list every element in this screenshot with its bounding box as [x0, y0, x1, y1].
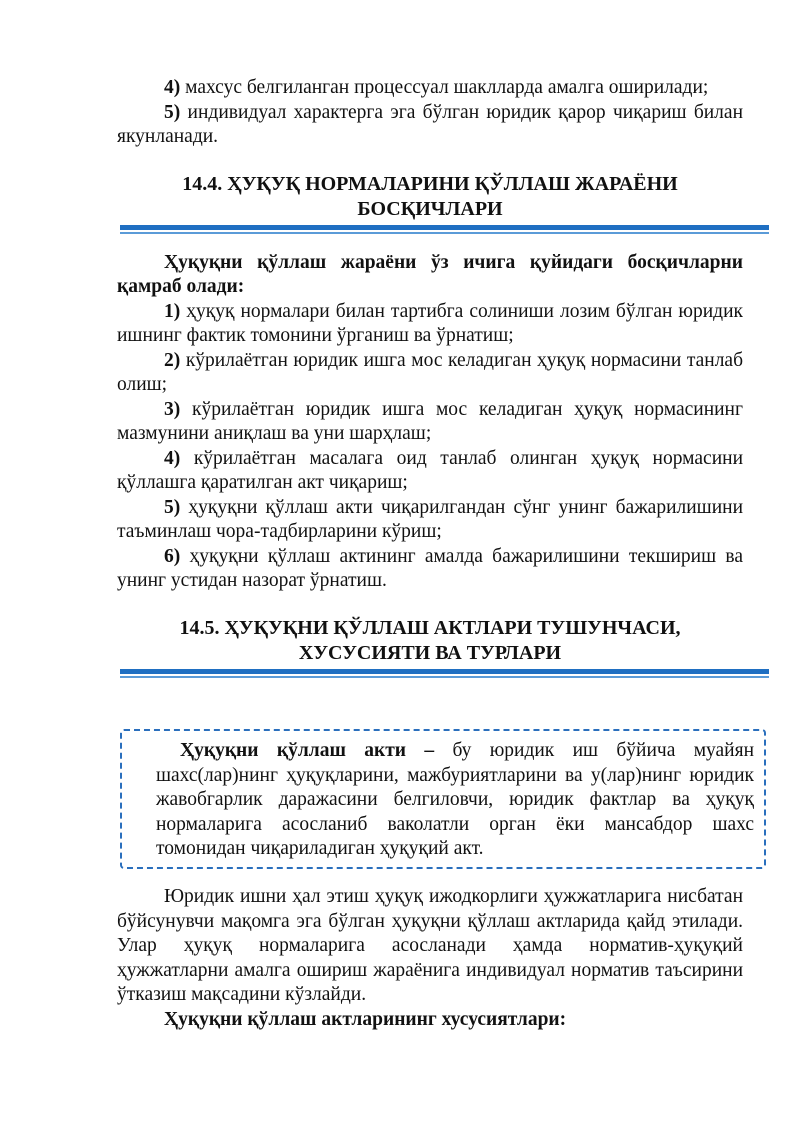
list-item	[117, 447, 743, 496]
definition-text	[156, 739, 754, 862]
definition-term: Ҳуқуқни қўллаш акти	[180, 740, 407, 761]
section-divider	[120, 225, 769, 234]
heading-line: БОСҚИЧЛАРИ	[357, 197, 503, 220]
item-number: 4)	[164, 447, 181, 469]
item-text: индивидуал характерга эга бўлган юридик қарор чиқариш билан якунланади.	[117, 101, 744, 147]
list-item	[117, 101, 743, 150]
item-number: 3)	[164, 398, 181, 420]
item-text: кўрилаётган юридик ишга мос келадиган ҳуқуқ нормасининг мазмунини аниқлаш ва уни шарҳлаш;	[117, 398, 743, 444]
item-text: махсус белгиланган процессуал шаклларда амалга оширилади;	[185, 77, 709, 98]
list-item	[117, 300, 743, 349]
list-item	[117, 349, 743, 398]
features-heading-text: Ҳуқуқни қўллаш актларининг хусусиятлари:	[164, 1008, 567, 1030]
section-intro	[117, 251, 743, 300]
item-text: ҳуқуқни қўллаш акти чиқарилгандан сўнг унинг бажарилишини таъминлаш чора-тадбирларини кўриш;	[117, 496, 743, 542]
item-number: 5)	[164, 101, 181, 123]
definition-dash: –	[424, 740, 435, 761]
list-item	[117, 496, 743, 545]
list-item	[117, 76, 743, 101]
item-text: ҳуқуқни қўллаш актининг амалда бажарилишини текшириш ва унинг устидан назорат ўрнатиш.	[117, 545, 744, 591]
page-content	[117, 72, 743, 678]
heading-line: ХУСУСИЯТИ ВА ТУРЛАРИ	[298, 641, 562, 664]
item-number: 2)	[164, 349, 181, 371]
list-item	[117, 545, 743, 594]
heading-line: 14.5. ҲУҚУҚНИ ҚЎЛЛАШ АКТЛАРИ ТУШУНЧАСИ,	[179, 616, 681, 639]
intro-text: Ҳуқуқни қўллаш жараёни ўз ичига қуйидаги босқичларни қамраб олади:	[117, 251, 743, 297]
features-heading	[117, 1008, 743, 1033]
item-number: 6)	[164, 545, 181, 567]
definition-box	[120, 729, 766, 869]
section-divider	[120, 669, 769, 678]
item-text: кўрилаётган юридик ишга мос келадиган ҳуқуқ нормасини танлаб олиш;	[117, 349, 743, 395]
item-text: кўрилаётган масалага оид танлаб олинган ҳуқуқ нормасини қўллашга қаратилган акт чиқариш;	[117, 447, 744, 493]
item-text: ҳуқуқ нормалари билан тартибга солиниши лозим бўлган юридик ишнинг фактик томонини ўрганиш ва ўрнатиш;	[117, 300, 744, 346]
page-content-bottom	[117, 885, 743, 1032]
section-heading-14-4	[117, 172, 743, 222]
body-paragraph: Юридик ишни ҳал этиш ҳуқуқ ижодкорлиги ҳужжатларига нисбатан бўйсунувчи мақомга эга бўлган ҳуқуқни қўллаш актларида қайд этилади. Улар ҳуқуқ нормаларига асосланади ҳамда норматив-ҳуқуқий ҳужжатларни амалга ошириш жараёнига индивидуал норматив таъсирини ўтказиш мақсадини кўзлайди.	[117, 886, 743, 1005]
item-number: 5)	[164, 496, 181, 518]
list-item	[117, 398, 743, 447]
item-number: 1)	[164, 300, 181, 322]
item-number: 4)	[164, 77, 181, 98]
definition-body: бу юридик иш бўйича муайян шахс(лар)нинг ҳуқуқларини, мажбуриятларини ва у(лар)нинг юридик жавобгарлик даражасини белгиловчи, юридик фактлар ва ҳуқуқ нормаларига асосланиб ваколатли орган ёки мансабдор шахс томонидан чиқариладиган ҳуқуқий акт.	[156, 740, 755, 859]
heading-line: 14.4. ҲУҚУҚ НОРМАЛАРИНИ ҚЎЛЛАШ ЖАРАЁНИ	[182, 172, 678, 195]
section-heading-14-5	[117, 616, 743, 666]
